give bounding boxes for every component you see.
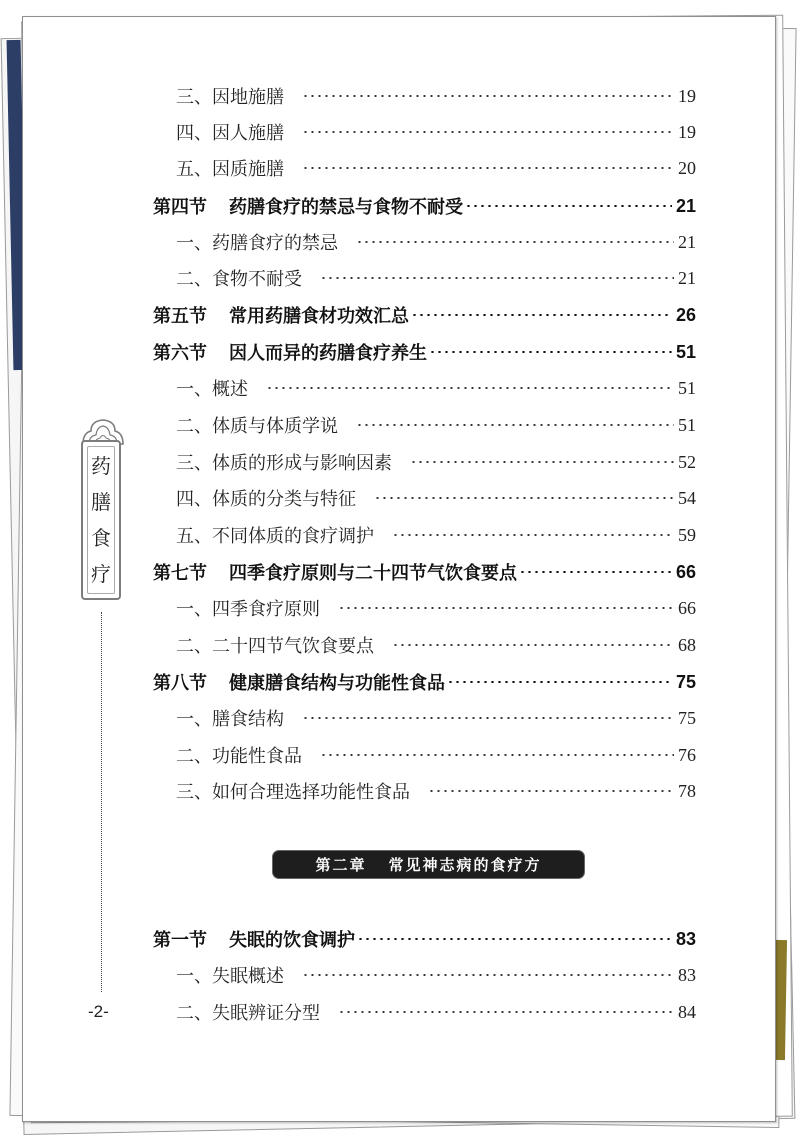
toc-section-title: 健康膳食结构与功能性食品 [229,673,445,694]
toc-entry[interactable] [176,410,696,440]
toc-entry-title: 一、膳食结构 [176,709,284,730]
toc-section[interactable] [153,191,696,221]
toc-entry-title: 二、体质与体质学说 [176,416,338,437]
leader-dots [338,607,674,609]
toc-entry-title: 三、如何合理选择功能性食品 [176,782,410,803]
leader-dots [429,351,672,353]
leader-dots [356,424,674,426]
toc-section-label: 第八节 [153,673,207,694]
toc-entry-page: 51 [678,414,696,435]
toc-entry-title: 五、因质施膳 [176,159,284,180]
toc-entry-page: 20 [678,157,696,178]
leader-dots [302,131,674,133]
leader-dots [338,1011,674,1013]
toc-entry-page: 51 [678,377,696,398]
leader-dots [392,644,674,646]
toc-entry-title: 一、四季食疗原则 [176,599,320,620]
toc-entry-page: 76 [678,744,696,765]
toc-entry-title: 三、因地施膳 [176,87,284,108]
toc-entry-page: 75 [678,707,696,728]
leader-dots [411,314,672,316]
toc-section-page: 21 [675,195,696,216]
book-title-char: 食 [91,526,111,550]
leader-dots [266,387,674,389]
toc-entry-page: 59 [678,524,696,545]
toc-section[interactable] [153,300,696,330]
toc-entry-page: 21 [678,231,696,252]
toc-entry-title: 一、药膳食疗的禁忌 [176,233,338,254]
toc-entry-title: 四、体质的分类与特征 [176,489,356,510]
toc-entry[interactable] [176,153,696,183]
toc-entry[interactable] [176,740,696,770]
toc-entry[interactable] [176,447,696,477]
toc-entry-title: 二、失眠辨证分型 [176,1003,320,1024]
leader-dots [302,95,674,97]
toc-entry[interactable] [176,630,696,660]
leader-dots [302,167,674,169]
toc-entry[interactable] [176,960,696,990]
toc-entry-title: 一、失眠概述 [176,966,284,987]
toc-entry[interactable] [176,227,696,257]
toc-entry[interactable] [176,703,696,733]
toc-section[interactable] [153,924,696,954]
toc-entry-page: 54 [678,487,696,508]
leader-dots [320,754,674,756]
toc-entry[interactable] [176,776,696,806]
toc-entry-title: 二、食物不耐受 [176,269,302,290]
toc-section-page: 26 [675,304,696,325]
toc-section-label: 第四节 [153,197,207,218]
toc-section[interactable] [153,557,696,587]
toc-entry-page: 68 [678,634,696,655]
leader-dots [374,497,674,499]
toc-entry-page: 19 [678,85,696,106]
leader-dots [357,938,672,940]
toc-entry-title: 二、功能性食品 [176,746,302,767]
toc-entry[interactable] [176,593,696,623]
toc-entry-page: 66 [678,597,696,618]
book-title-char: 膳 [91,490,111,514]
leader-dots [447,681,672,683]
toc-section[interactable] [153,667,696,697]
toc-entry-page: 83 [678,964,696,985]
dotted-divider [101,612,102,992]
toc-entry-title: 二、二十四节气饮食要点 [176,636,374,657]
toc-section-page: 66 [675,561,696,582]
toc-entry-page: 84 [678,1001,696,1022]
toc-section-page: 83 [675,928,696,949]
toc-entry-page: 52 [678,451,696,472]
leader-dots [302,974,674,976]
toc-section-page: 51 [675,341,696,362]
leader-dots [465,205,672,207]
toc-entry[interactable] [176,520,696,550]
book-title-char: 疗 [91,562,111,586]
book-title-char: 药 [91,454,111,478]
toc-section-label: 第七节 [153,563,207,584]
chapter-title: 常见神志病的食疗方 [388,856,542,874]
toc-entry[interactable] [176,483,696,513]
toc-section-label: 第一节 [153,930,207,951]
toc-entry-page: 78 [678,780,696,801]
toc-entry-title: 四、因人施膳 [176,123,284,144]
toc-entry-title: 三、体质的形成与影响因素 [176,453,392,474]
toc-entry-title: 五、不同体质的食疗调护 [176,526,374,547]
chapter-banner[interactable] [273,851,584,878]
toc-entry-page: 21 [678,267,696,288]
book-title-vertical [81,440,121,600]
leader-dots [410,461,674,463]
toc-entry[interactable] [176,997,696,1027]
toc-section-title: 因人而异的药膳食疗养生 [229,343,427,364]
toc-entry-page: 19 [678,121,696,142]
toc-entry-title: 一、概述 [176,379,248,400]
toc-entry[interactable] [176,263,696,293]
leader-dots [320,277,674,279]
toc-entry[interactable] [176,81,696,111]
leader-dots [392,534,674,536]
toc-section-title: 四季食疗原则与二十四节气饮食要点 [229,563,517,584]
toc-entry[interactable] [176,117,696,147]
leader-dots [428,790,674,792]
leader-dots [302,717,674,719]
toc-section[interactable] [153,337,696,367]
toc-entry[interactable] [176,373,696,403]
chapter-label: 第二章 [315,856,367,874]
toc-section-title: 失眠的饮食调护 [229,930,355,951]
page-number: -2- [88,1002,109,1021]
toc-section-page: 75 [675,671,696,692]
leader-dots [519,571,672,573]
toc-section-label: 第五节 [153,306,207,327]
leader-dots [356,241,674,243]
toc-section-title: 药膳食疗的禁忌与食物不耐受 [229,197,463,218]
toc-section-title: 常用药膳食材功效汇总 [229,306,409,327]
toc-section-label: 第六节 [153,343,207,364]
